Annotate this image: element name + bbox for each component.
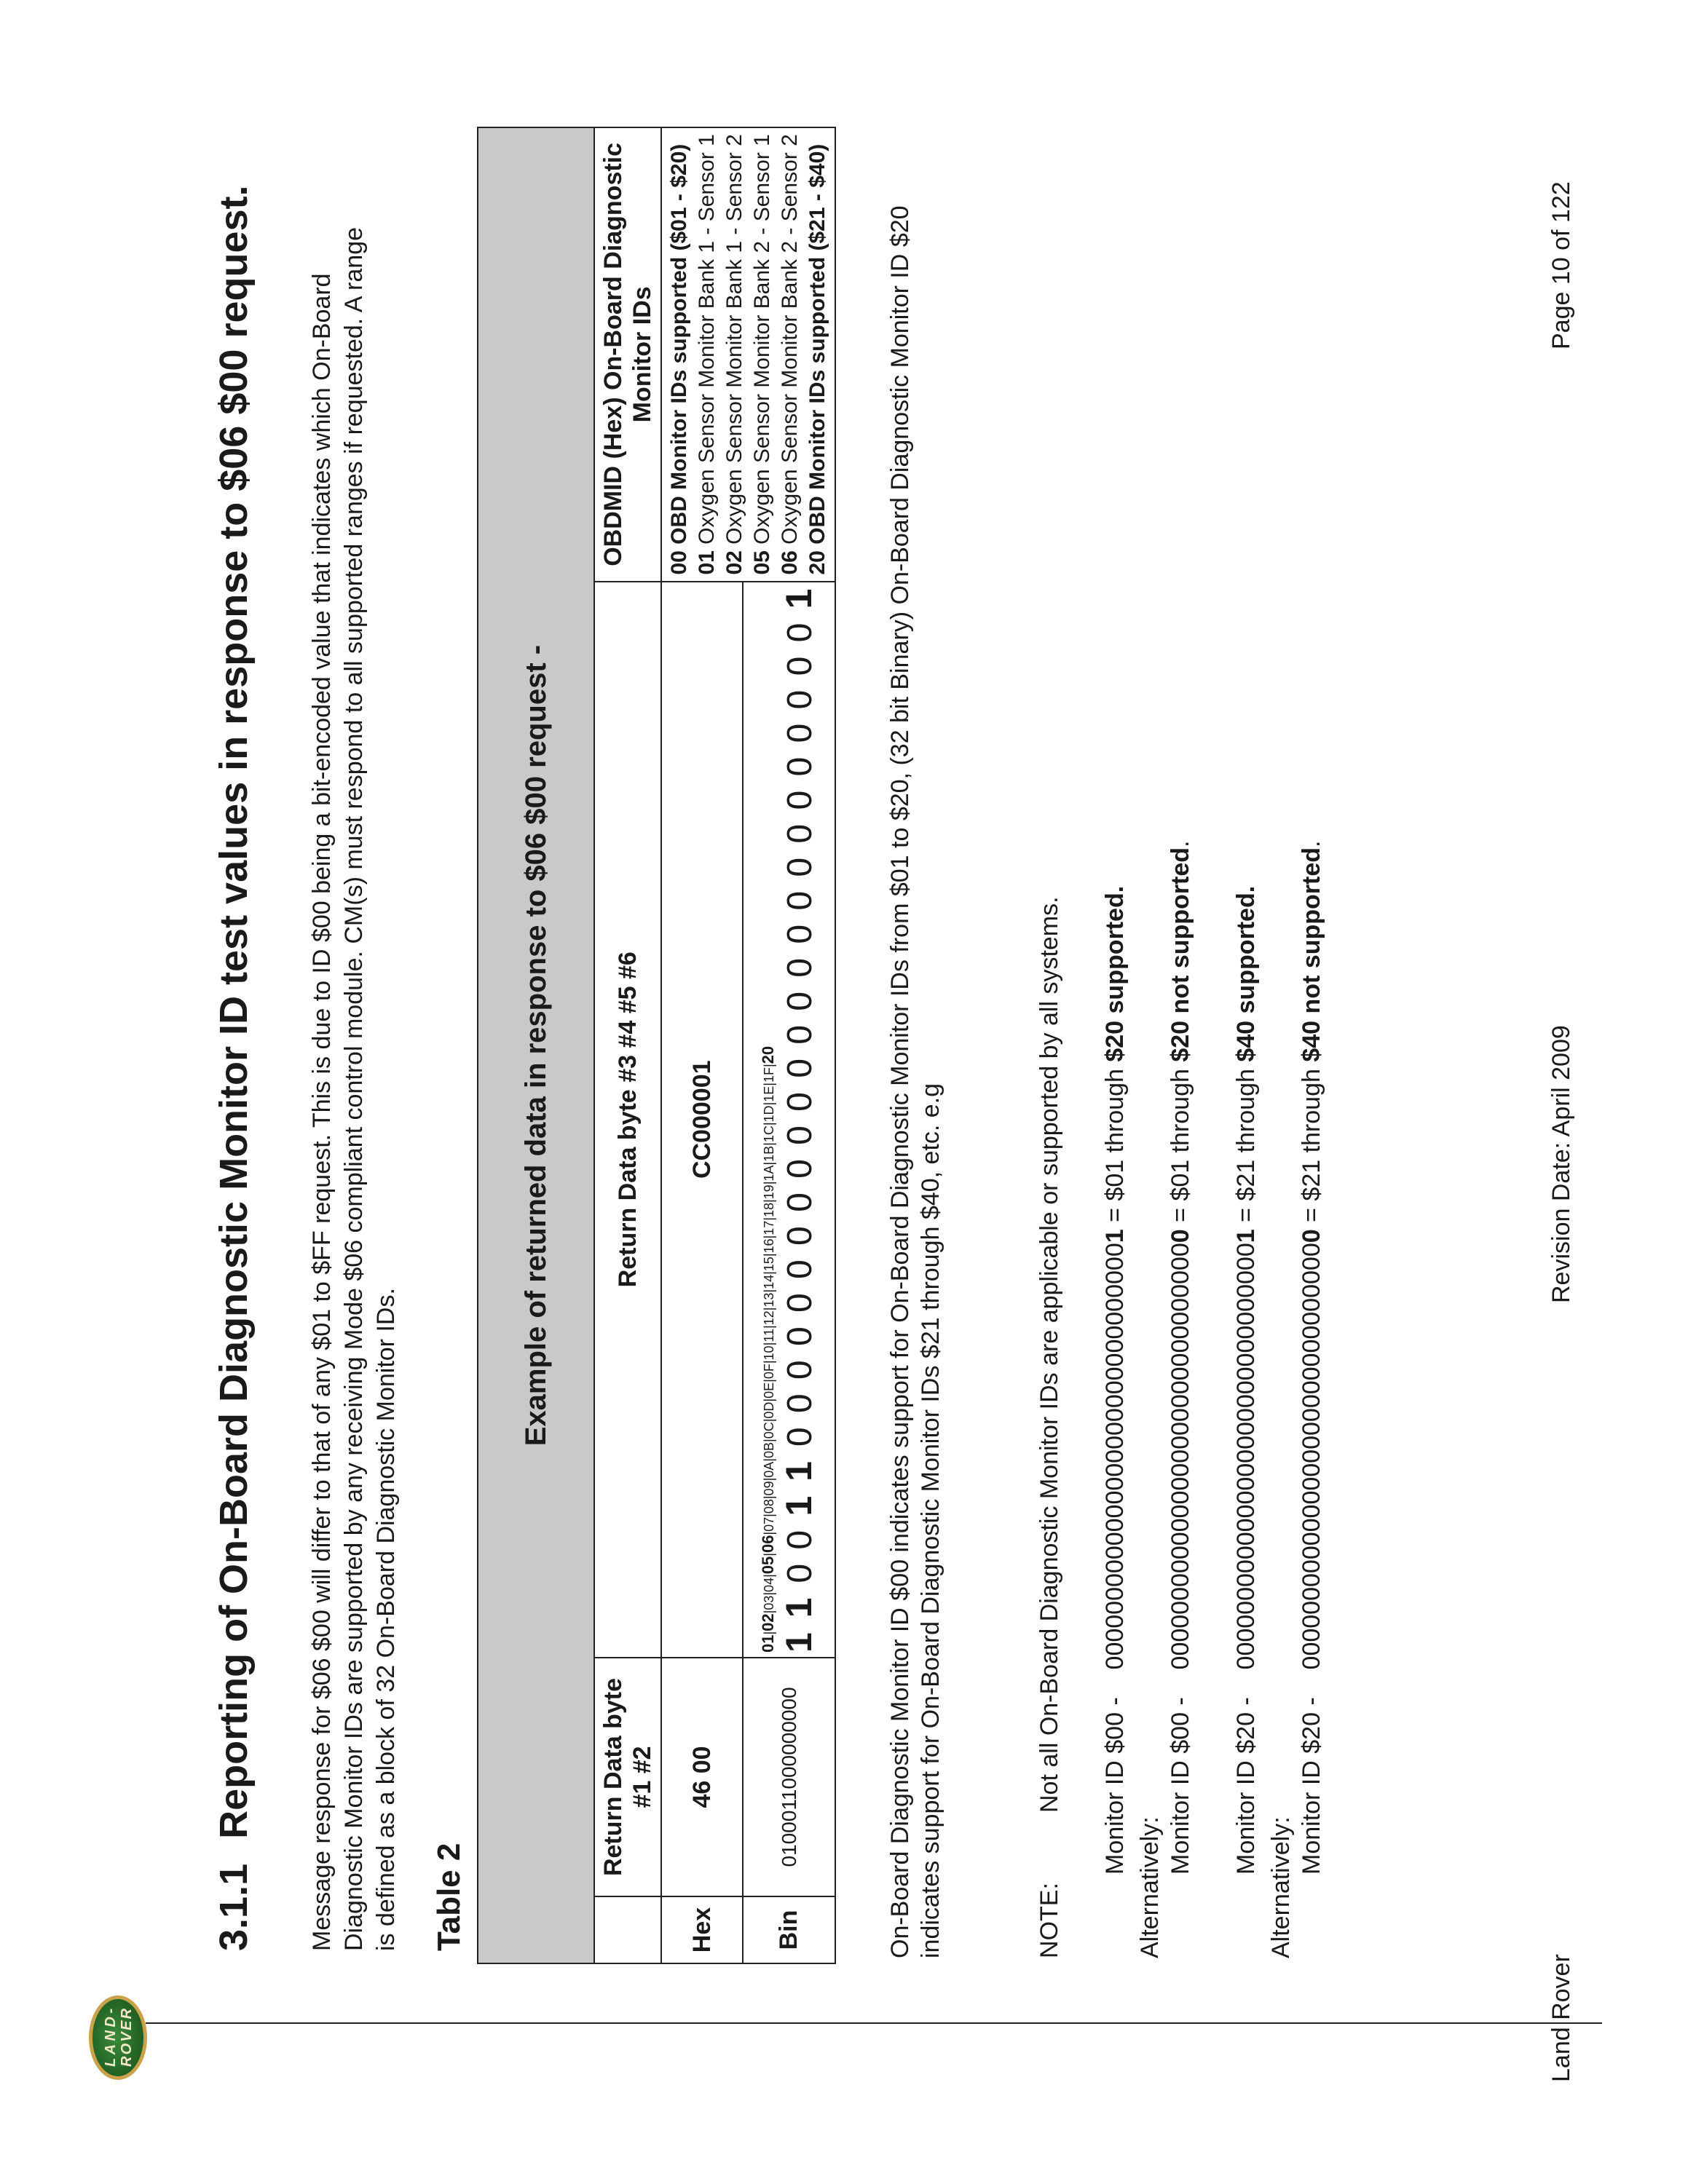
bit-label: 08 — [761, 1499, 776, 1514]
bit-separator: | — [761, 1142, 776, 1146]
bit-label: 19 — [761, 1184, 776, 1200]
bit-value: 0 — [780, 843, 819, 877]
bit-separator: | — [761, 1495, 776, 1500]
example-result: $20 supported. — [1101, 885, 1129, 1062]
obdmid-text: Oxygen Sensor Monitor Bank 1 - Sensor 2 — [722, 134, 746, 545]
bit-separator: | — [761, 1418, 776, 1423]
header-rule — [146, 2022, 1602, 2024]
header-blank — [594, 1896, 661, 1963]
bit-separator: | — [761, 1064, 776, 1068]
bit-label: 03 — [761, 1595, 776, 1610]
obdmid-item — [804, 134, 832, 574]
example-bits: 0000000000000000000000000000000 — [1167, 1243, 1194, 1670]
bit-value: 0 — [780, 1380, 819, 1414]
obdmid-id: 00 — [666, 544, 691, 575]
bit-label: 05 — [758, 1556, 777, 1575]
bit-value: 0 — [780, 743, 819, 777]
bit-value: 0 — [780, 977, 819, 1011]
bit-value: 0 — [780, 877, 819, 911]
section-number: 3.1.1 — [212, 1863, 256, 1951]
bit-label: 1C — [761, 1125, 776, 1143]
bit-label: 10 — [761, 1345, 776, 1361]
bit-value: 0 — [780, 1144, 819, 1179]
bit-separator: | — [761, 1553, 776, 1556]
bit-value: 0 — [780, 1313, 819, 1347]
obdmid-item — [776, 134, 804, 574]
bit-value: 1 — [778, 1481, 819, 1516]
bit-separator: | — [761, 1161, 776, 1166]
bit-separator: | — [761, 1439, 776, 1442]
obdmid-list — [661, 127, 835, 581]
obdmid-id: 05 — [749, 544, 774, 575]
bit-label: 02 — [758, 1613, 777, 1631]
bit-value: 0 — [780, 1516, 819, 1550]
bit-value: 0 — [780, 1178, 819, 1212]
bit-value: 0 — [780, 1044, 819, 1078]
note-label: NOTE: — [1036, 1883, 1063, 1958]
bit-separator: | — [761, 1574, 776, 1578]
example-id: Monitor ID $00 - — [1167, 1669, 1194, 1875]
bit-value: 0 — [780, 776, 819, 810]
bit-separator: | — [761, 1379, 776, 1382]
bit-labels — [759, 587, 778, 1653]
obdmid-text: OBD Monitor IDs supported ($21 - $40) — [805, 143, 829, 545]
bin-bytes12: 0100011000000000 — [743, 1658, 835, 1896]
footer-center: Revision Date: April 2009 — [1547, 1025, 1575, 1303]
bit-label: 01 — [758, 1634, 777, 1653]
footer-right: Page 10 of 122 — [1547, 181, 1575, 349]
bit-separator: | — [761, 1289, 776, 1293]
bit-label: 0B — [761, 1441, 776, 1458]
bit-label: 20 — [758, 1045, 777, 1064]
example-range: = $21 through — [1232, 1061, 1260, 1230]
svg-text:LAND-: LAND- — [103, 2009, 119, 2067]
example-last-bit: 0 — [1298, 1229, 1325, 1243]
bit-label: 16 — [761, 1238, 776, 1254]
bit-label: 15 — [761, 1257, 776, 1272]
example-result: $40 supported. — [1232, 885, 1260, 1062]
obdmid-item — [693, 134, 721, 574]
bit-label: 18 — [761, 1203, 776, 1218]
example-result: $20 not supported — [1167, 847, 1194, 1062]
bit-value: 0 — [780, 943, 819, 978]
bit-label: 1A — [761, 1165, 776, 1182]
bit-label: 09 — [761, 1481, 776, 1496]
example-text — [1165, 841, 1196, 1875]
example-id: Monitor ID $20 - — [1232, 1669, 1260, 1875]
table-title: Table 2 — [431, 1843, 467, 1951]
example-last-bit: 1 — [1232, 1229, 1260, 1243]
bit-separator: | — [761, 1631, 776, 1635]
example-text — [1231, 886, 1261, 1875]
bit-separator: | — [761, 1458, 776, 1462]
example-end: . — [1167, 840, 1194, 847]
bit-label: 1D — [761, 1105, 776, 1123]
bit-value: 0 — [780, 1010, 819, 1045]
obdmid-id: 01 — [694, 544, 719, 575]
obdmid-id: 02 — [722, 544, 746, 575]
table-band-title: Example of returned data in response to $06 $00 request - — [478, 127, 594, 1963]
bit-value: 1 — [778, 1447, 819, 1481]
bit-separator: | — [761, 1610, 776, 1614]
obdmid-text: OBD Monitor IDs supported ($01 - $20) — [666, 143, 691, 545]
example-text — [1100, 886, 1130, 1875]
bit-separator: | — [761, 1325, 776, 1329]
footer-left: Land Rover — [1547, 1954, 1575, 2082]
note-text: Not all On-Board Diagnostic Monitor IDs are applicable or supported by all systems. — [1036, 896, 1063, 1813]
svg-text:ROVER: ROVER — [119, 2009, 135, 2067]
bit-value: 1 — [778, 586, 819, 609]
bit-value: 0 — [780, 642, 819, 676]
row-label-hex: Hex — [661, 1896, 743, 1963]
bit-value: 0 — [780, 1077, 819, 1112]
bit-label: 0A — [761, 1461, 776, 1478]
bit-value: 0 — [780, 1111, 819, 1145]
section-title: Reporting of On-Board Diagnostic Monitor ID test values in response to $06 $00 request. — [212, 185, 256, 1839]
bit-label: 11 — [761, 1329, 776, 1342]
bit-separator: | — [761, 1591, 776, 1596]
bit-label: 17 — [761, 1220, 776, 1235]
bit-separator: | — [761, 1253, 776, 1257]
example-range: = $21 through — [1298, 1061, 1325, 1230]
example-result: $40 not supported — [1298, 847, 1325, 1062]
example-range: = $01 through — [1101, 1061, 1129, 1230]
intro-paragraph: Message response for $06 $00 will differ to that of any $01 to $FF request. This is due to ID $00 being a bit-encoded value that indicates which On-Board Diagnostic Monitor IDs are supported by any receiving Mode $06 compliant control module. CM(s) must respond to all supported ranges if requested. A range is defined as a block of 32 On-Board Diagnostic Monitor IDs. — [308, 226, 400, 1951]
bit-value: 0 — [780, 709, 819, 743]
hex-bytes3456: CC000001 — [661, 582, 743, 1658]
example-bits: 0000000000000000000000000000000 — [1232, 1243, 1260, 1670]
bit-values — [778, 587, 820, 1653]
bin-bits-cell — [743, 582, 835, 1658]
bit-label: 1F — [761, 1067, 776, 1083]
bit-separator: | — [761, 1531, 776, 1535]
hex-bytes12: 46 00 — [661, 1658, 743, 1896]
bit-label: 0C — [761, 1422, 776, 1439]
bit-value: 0 — [780, 676, 819, 710]
bit-separator: | — [761, 1514, 776, 1517]
bit-separator: | — [761, 1398, 776, 1402]
example-label: Alternatively: — [1136, 1816, 1164, 1958]
bit-separator: | — [761, 1235, 776, 1239]
land-rover-logo — [86, 1993, 150, 2082]
bit-value: 0 — [780, 1211, 819, 1246]
example-last-bit: 0 — [1167, 1229, 1194, 1243]
bit-value: 1 — [778, 1618, 819, 1653]
header-bytes12: Return Data byte #1 #2 — [594, 1658, 661, 1896]
obdmid-id: 20 — [805, 544, 829, 575]
example-bits: 0000000000000000000000000000000 — [1298, 1243, 1325, 1670]
bit-label: 13 — [761, 1292, 776, 1307]
bit-label: 0E — [761, 1382, 776, 1398]
bit-label: 06 — [758, 1535, 777, 1554]
example-text — [1296, 841, 1327, 1875]
obdmid-item — [721, 134, 749, 574]
bit-separator: | — [761, 1360, 776, 1364]
bit-label: 07 — [761, 1516, 776, 1532]
obdmid-text: Oxygen Sensor Monitor Bank 2 - Sensor 2 — [777, 134, 802, 545]
header-bytes3456: Return Data byte #3 #4 #5 #6 — [594, 582, 661, 1658]
bit-value: 0 — [780, 1413, 819, 1447]
bit-separator: | — [761, 1101, 776, 1106]
obdmid-text: Oxygen Sensor Monitor Bank 2 - Sensor 1 — [749, 134, 774, 545]
bit-separator: | — [761, 1199, 776, 1203]
bit-separator: | — [761, 1477, 776, 1481]
obdmid-id: 06 — [777, 544, 802, 575]
example-range: = $01 through — [1167, 1061, 1194, 1230]
bit-separator: | — [761, 1122, 776, 1126]
example-id: Monitor ID $00 - — [1101, 1669, 1129, 1875]
bit-separator: | — [761, 1181, 776, 1185]
bit-separator: | — [761, 1083, 776, 1086]
bit-value: 0 — [780, 1278, 819, 1313]
obdmid-text: Oxygen Sensor Monitor Bank 1 - Sensor 1 — [694, 134, 719, 545]
bit-label: 14 — [761, 1274, 776, 1289]
obdmid-table — [477, 127, 836, 1964]
section-heading — [211, 185, 256, 1951]
obdmid-item — [666, 134, 693, 574]
example-bits: 0000000000000000000000000000000 — [1101, 1243, 1129, 1670]
header-obdmid: OBDMID (Hex) On-Board Diagnostic Monitor IDs — [594, 127, 661, 581]
bit-label: 0D — [761, 1401, 776, 1419]
example-last-bit: 1 — [1101, 1229, 1129, 1243]
bit-label: 0F — [761, 1364, 776, 1380]
bit-separator: | — [761, 1342, 776, 1346]
row-label-bin: Bin — [743, 1896, 835, 1963]
example-end: . — [1298, 840, 1325, 847]
bit-separator: | — [761, 1271, 776, 1275]
example-label: Alternatively: — [1267, 1816, 1295, 1958]
bit-value: 0 — [780, 609, 819, 643]
bit-value: 1 — [778, 1583, 819, 1618]
support-paragraph: On-Board Diagnostic Monitor ID $00 indicates support for On-Board Diagnostic Monitor IDs from $01 to $20, (32 bit Binary) On-Board Diagnostic Monitor ID $20 indicates support for On-Board Diagnostic Monitor IDs $21 through $40, etc. e.g — [886, 205, 944, 1958]
bit-value: 0 — [780, 1245, 819, 1279]
bit-value: 0 — [780, 810, 819, 844]
bit-value: 0 — [780, 1549, 819, 1583]
bit-value: 0 — [780, 910, 819, 944]
bit-separator: | — [761, 1217, 776, 1221]
bit-value: 0 — [780, 1346, 819, 1380]
example-id: Monitor ID $20 - — [1298, 1669, 1325, 1875]
bit-separator: | — [761, 1307, 776, 1311]
bit-label: 04 — [761, 1577, 776, 1592]
bit-label: 1B — [761, 1145, 776, 1162]
obdmid-item — [749, 134, 776, 574]
bit-label: 12 — [761, 1310, 776, 1326]
bit-label: 1E — [761, 1085, 776, 1102]
